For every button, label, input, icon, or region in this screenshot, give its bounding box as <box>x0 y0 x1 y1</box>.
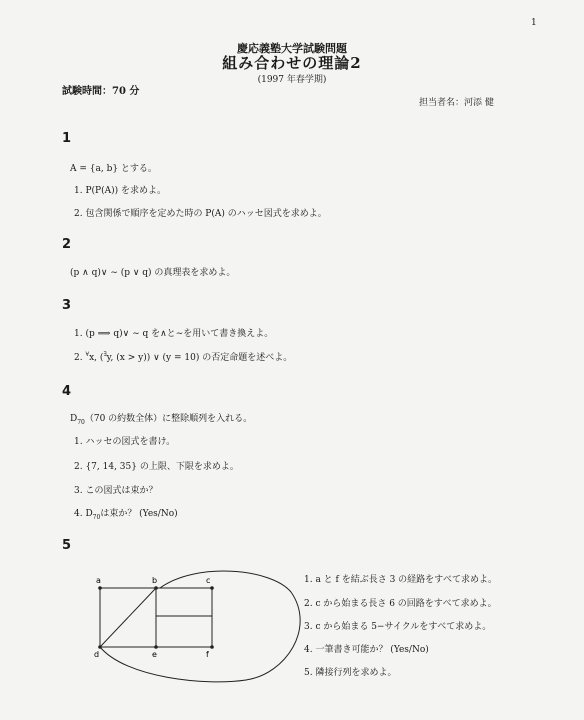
q4-item4-rest: は束か？ (Yes/No) <box>100 509 178 519</box>
q3-item2-rest: y, (x > y)) ∨ (y = 10) の否定命題を述べよ。 <box>106 353 293 363</box>
vertex-c <box>210 586 214 590</box>
vertex-f <box>210 645 214 649</box>
question-1-number: 1 <box>62 131 72 146</box>
vertex-a <box>98 586 102 590</box>
lecturer-name: 担当者名：河添 健 <box>419 98 494 108</box>
q3-item2-mid: x, ( <box>89 353 104 363</box>
question-5-item-3: 3. c から始まる 5−サイクルをすべて求めよ。 <box>304 622 492 632</box>
question-4-item-4 <box>74 506 178 521</box>
q4-item4-subscript: 70 <box>92 513 101 521</box>
page-number: 1 <box>531 18 537 28</box>
question-3-number: 3 <box>62 298 72 313</box>
question-2-number: 2 <box>62 237 72 252</box>
university-title: 慶応義塾大学試験問題 <box>237 42 347 55</box>
question-5-item-2: 2. c から始まる長さ 6 の回路をすべて求めよ。 <box>304 599 497 609</box>
label-e: e <box>152 650 157 659</box>
question-5-number: 5 <box>62 538 72 553</box>
question-4-item-3: 3. この図式は束か？ <box>74 486 158 496</box>
question-4-item-1: 1. ハッセの図式を書け。 <box>74 437 176 447</box>
question-5-item-5: 5. 隣接行列を求めよ。 <box>304 668 397 678</box>
label-f: f <box>206 650 209 659</box>
question-1-item-1: 1. P(P(A)) を求めよ。 <box>74 186 166 196</box>
question-1-intro: A = {a, b} とする。 <box>70 164 157 174</box>
d-subscript: 70 <box>77 418 85 426</box>
exam-duration: 試験時間：70 分 <box>62 86 140 97</box>
vertex-d <box>98 645 102 649</box>
question-4-intro <box>70 411 252 426</box>
question-1-item-2: 2. 包含関係で順序を定めた時の P(A) のハッセ図式を求めよ。 <box>74 209 327 219</box>
question-5-graph <box>86 568 302 708</box>
exam-term: (1997 年春学期) <box>257 75 327 85</box>
d-symbol: D <box>70 414 78 424</box>
question-4-item-2: 2. {7, 14, 35} の上限、下限を求めよ。 <box>74 462 239 472</box>
label-d: d <box>94 650 100 659</box>
label-b: b <box>152 576 158 585</box>
vertex-b <box>154 586 158 590</box>
question-5-item-1: 1. a と f を結ぶ長さ 3 の経路をすべて求めよ。 <box>304 575 497 585</box>
question-3-item-2 <box>74 350 292 363</box>
course-title: 組み合わせの理論2 <box>222 54 362 72</box>
question-2-text: (p ∧ q)∨ ∼ (p ∨ q) の真理表を求めよ。 <box>70 268 236 278</box>
edge-b-d <box>100 588 156 647</box>
label-a: a <box>96 576 101 585</box>
label-c: c <box>206 576 211 585</box>
question-4-number: 4 <box>62 384 72 399</box>
exists-symbol: ∃ <box>103 351 107 358</box>
q4-item4-prefix: 4. D <box>74 509 93 519</box>
question-5-item-4: 4. 一筆書き可能か？ (Yes/No) <box>304 645 429 655</box>
question-3-item-1: 1. (p ⟹ q)∨ ∼ q を∧と∼を用いて書き換えよ。 <box>74 329 274 339</box>
vertex-e <box>154 645 158 649</box>
q4-intro-rest: （70 の約数全体）に整除順列を入れる。 <box>84 414 253 424</box>
q3-item2-prefix: 2. <box>74 353 86 363</box>
forall-symbol: ∀ <box>85 351 90 358</box>
